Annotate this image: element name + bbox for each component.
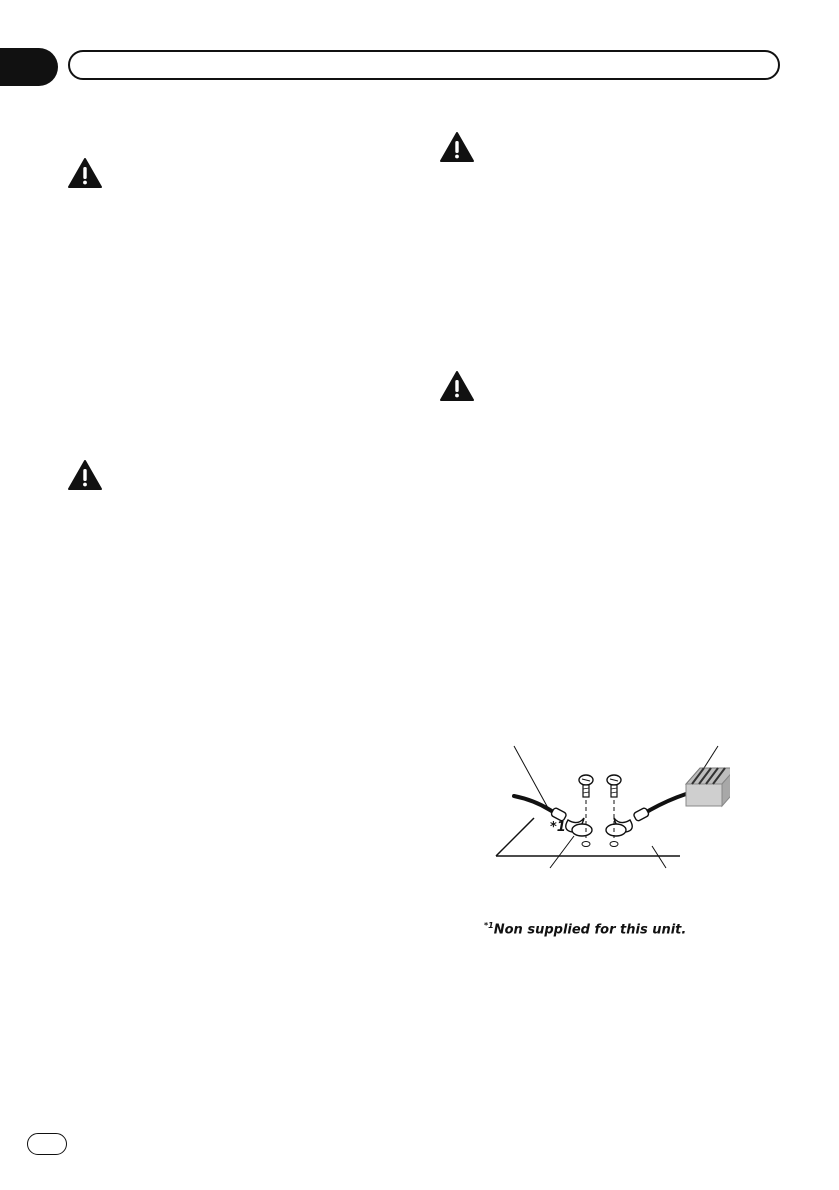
warning-triangle-icon xyxy=(67,459,103,491)
page-number-box xyxy=(27,1133,67,1155)
chapter-tab xyxy=(0,48,58,86)
footnote xyxy=(484,921,686,937)
warning-triangle-icon xyxy=(439,131,475,163)
diagram-marker-label: *1 xyxy=(550,820,566,835)
terminal-box xyxy=(686,768,730,806)
footnote-mark: *1 xyxy=(484,921,494,930)
warning-triangle-icon xyxy=(67,157,103,189)
ground-wire-diagram xyxy=(490,738,730,878)
section-header-bar xyxy=(68,50,780,80)
footnote-text: Non supplied for this unit. xyxy=(493,922,687,938)
warning-triangle-icon xyxy=(439,370,475,402)
ground-wire-illustration xyxy=(490,738,730,878)
